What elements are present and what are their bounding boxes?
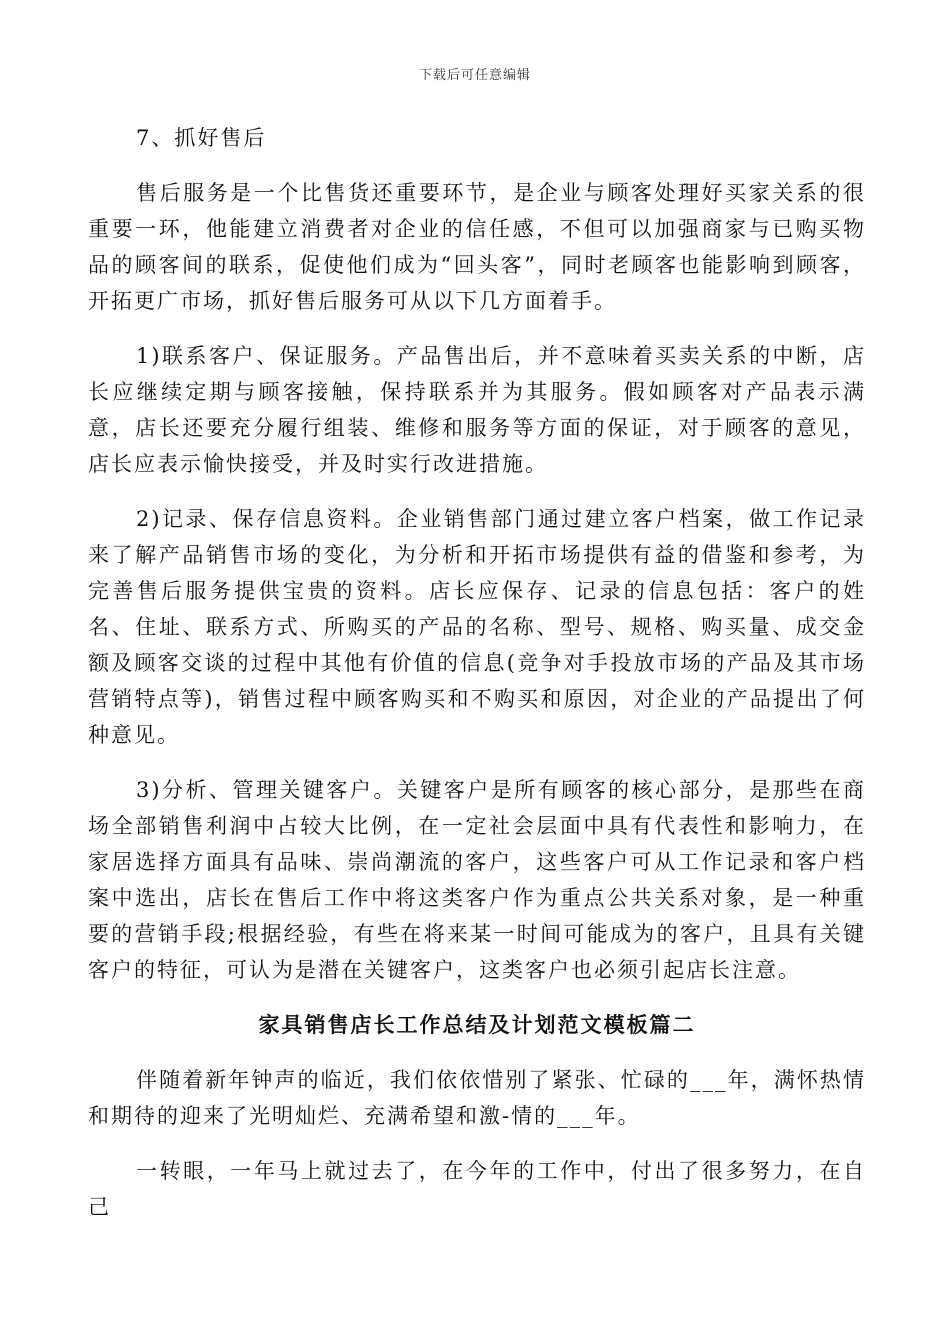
- item-heading: 7、抓好售后: [136, 126, 267, 150]
- paragraph-contact-customers: 1)联系客户、保证服务。产品售出后，并不意味着买卖关系的中断，店长应继续定期与顾客接触，保持联系并为其服务。假如顾客对产品表示满意，店长还要充分履行组装、维修和服务等方面的保证，对于顾客的意见，店长应表示愉快接受，并及时实行改进措施。: [88, 344, 866, 476]
- paragraph-year-review: 一转眼，一年马上就过去了，在今年的工作中，付出了很多努力，在自己: [88, 1159, 866, 1219]
- section-title: 家具销售店长工作总结及计划范文模板篇二: [258, 1012, 696, 1037]
- paragraph-new-year: 伴随着新年钟声的临近，我们依依惜别了紧张、忙碌的___年，满怀热情和期待的迎来了光明灿烂、充满希望和激-情的___年。: [88, 1068, 866, 1128]
- paragraph-record-information: 2)记录、保存信息资料。企业销售部门通过建立客户档案，做工作记录来了解产品销售市场的变化，为分析和开拓市场提供有益的借鉴和参考，为完善售后服务提供宝贵的资料。店长应保存、记录的信息包括：客户的姓名、住址、联系方式、所购买的产品的名称、型号、规格、购买量、成交金额及顾客交谈的过程中其他有价值的信息(竞争对手投放市场的产品及其市场营销特点等)，销售过程中顾客购买和不购买和原因，对企业的产品提出了何种意见。: [88, 507, 866, 747]
- header-note: 下载后可任意编辑: [418, 68, 531, 83]
- paragraph-after-sales-intro: 售后服务是一个比售货还重要环节，是企业与顾客处理好买家关系的很重要一环，他能建立消费者对企业的信任感，不但可以加强商家与已购买物品的顾客间的联系，促使他们成为“回头客”，同时老顾客也能影响到顾客，开拓更广市场，抓好售后服务可从以下几方面着手。: [88, 181, 866, 313]
- paragraph-key-customers: 3)分析、管理关键客户。关键客户是所有顾客的核心部分，是那些在商场全部销售利润中占较大比例，在一定社会层面中具有代表性和影响力，在家居选择方面具有品味、崇尚潮流的客户，这些客户可从工作记录和客户档案中选出，店长在售后工作中将这类客户作为重点公共关系对象，是一种重要的营销手段;根据经验，有些在将来某一时间可能成为的客户，且具有关键客户的特征，可认为是潜在关键客户，这类客户也必须引起店长注意。: [88, 778, 866, 982]
- document-body: [88, 120, 866, 1225]
